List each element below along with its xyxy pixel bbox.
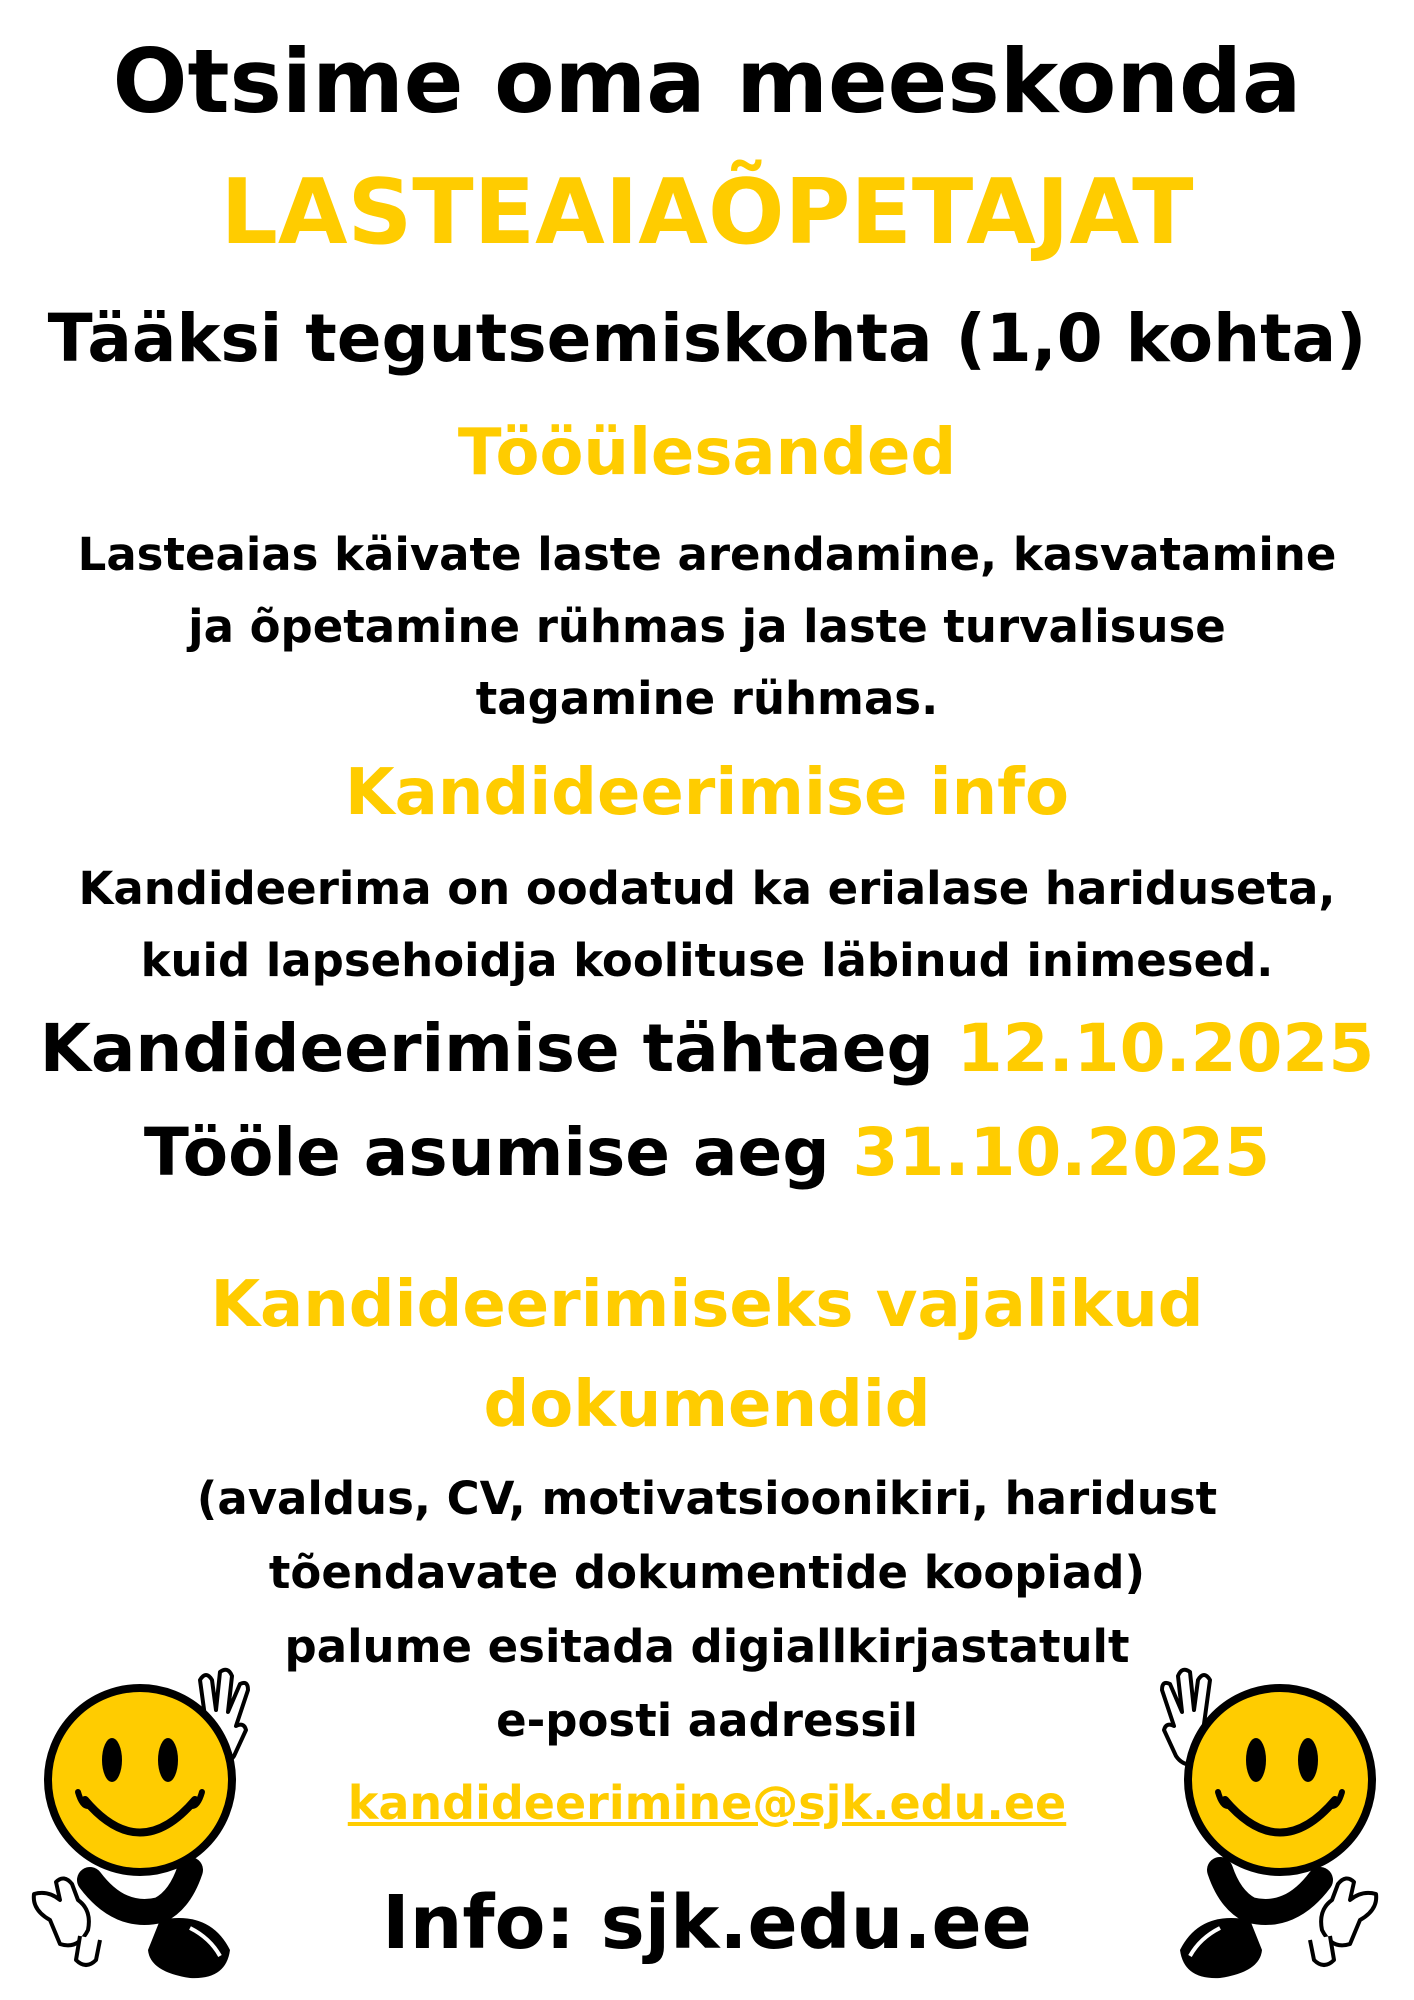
smiley-mascot-icon [30, 1660, 250, 1990]
position-title: LASTEAIAÕPETAJAT [220, 160, 1194, 265]
deadline-value: 12.10.2025 [956, 1010, 1375, 1087]
start-date-row [0, 1114, 1414, 1191]
application-info-line: kuid lapsehoidja koolituse läbinud inimesed. [140, 934, 1274, 987]
email-link[interactable]: kandideerimine@sjk.edu.ee [347, 1776, 1067, 1830]
application-info-line: Kandideerima on oodatud ka erialase hariduseta, [78, 862, 1336, 915]
intro-heading: Otsime oma meeskonda [112, 30, 1302, 133]
application-info-heading: Kandideerimise info [345, 756, 1069, 830]
deadline-label: Kandideerimise tähtaeg [39, 1010, 934, 1087]
smiley-mascot-icon [1160, 1660, 1390, 1990]
documents-line: e-posti aadressil [496, 1694, 918, 1747]
start-date-label: Tööle asumise aeg [143, 1114, 830, 1191]
deadline-row [0, 1010, 1414, 1087]
documents-line: (avaldus, CV, motivatsioonikiri, haridust [196, 1472, 1218, 1525]
documents-heading: dokumendid [483, 1368, 931, 1442]
location-subtitle: Tääksi tegutsemiskohta (1,0 kohta) [47, 300, 1367, 377]
documents-line: palume esitada digiallkirjastatult [284, 1620, 1130, 1673]
duties-heading: Tööülesanded [457, 416, 957, 490]
duties-line: tagamine rühmas. [475, 672, 939, 725]
documents-line: tõendavate dokumentide koopiad) [268, 1546, 1146, 1599]
info-footer: Info: sjk.edu.ee [382, 1880, 1032, 1966]
duties-line: Lasteaias käivate laste arendamine, kasvatamine [77, 528, 1337, 581]
start-date-value: 31.10.2025 [852, 1114, 1271, 1191]
documents-heading: Kandideerimiseks vajalikud [210, 1268, 1204, 1342]
duties-line: ja õpetamine rühmas ja laste turvalisuse [188, 600, 1226, 653]
